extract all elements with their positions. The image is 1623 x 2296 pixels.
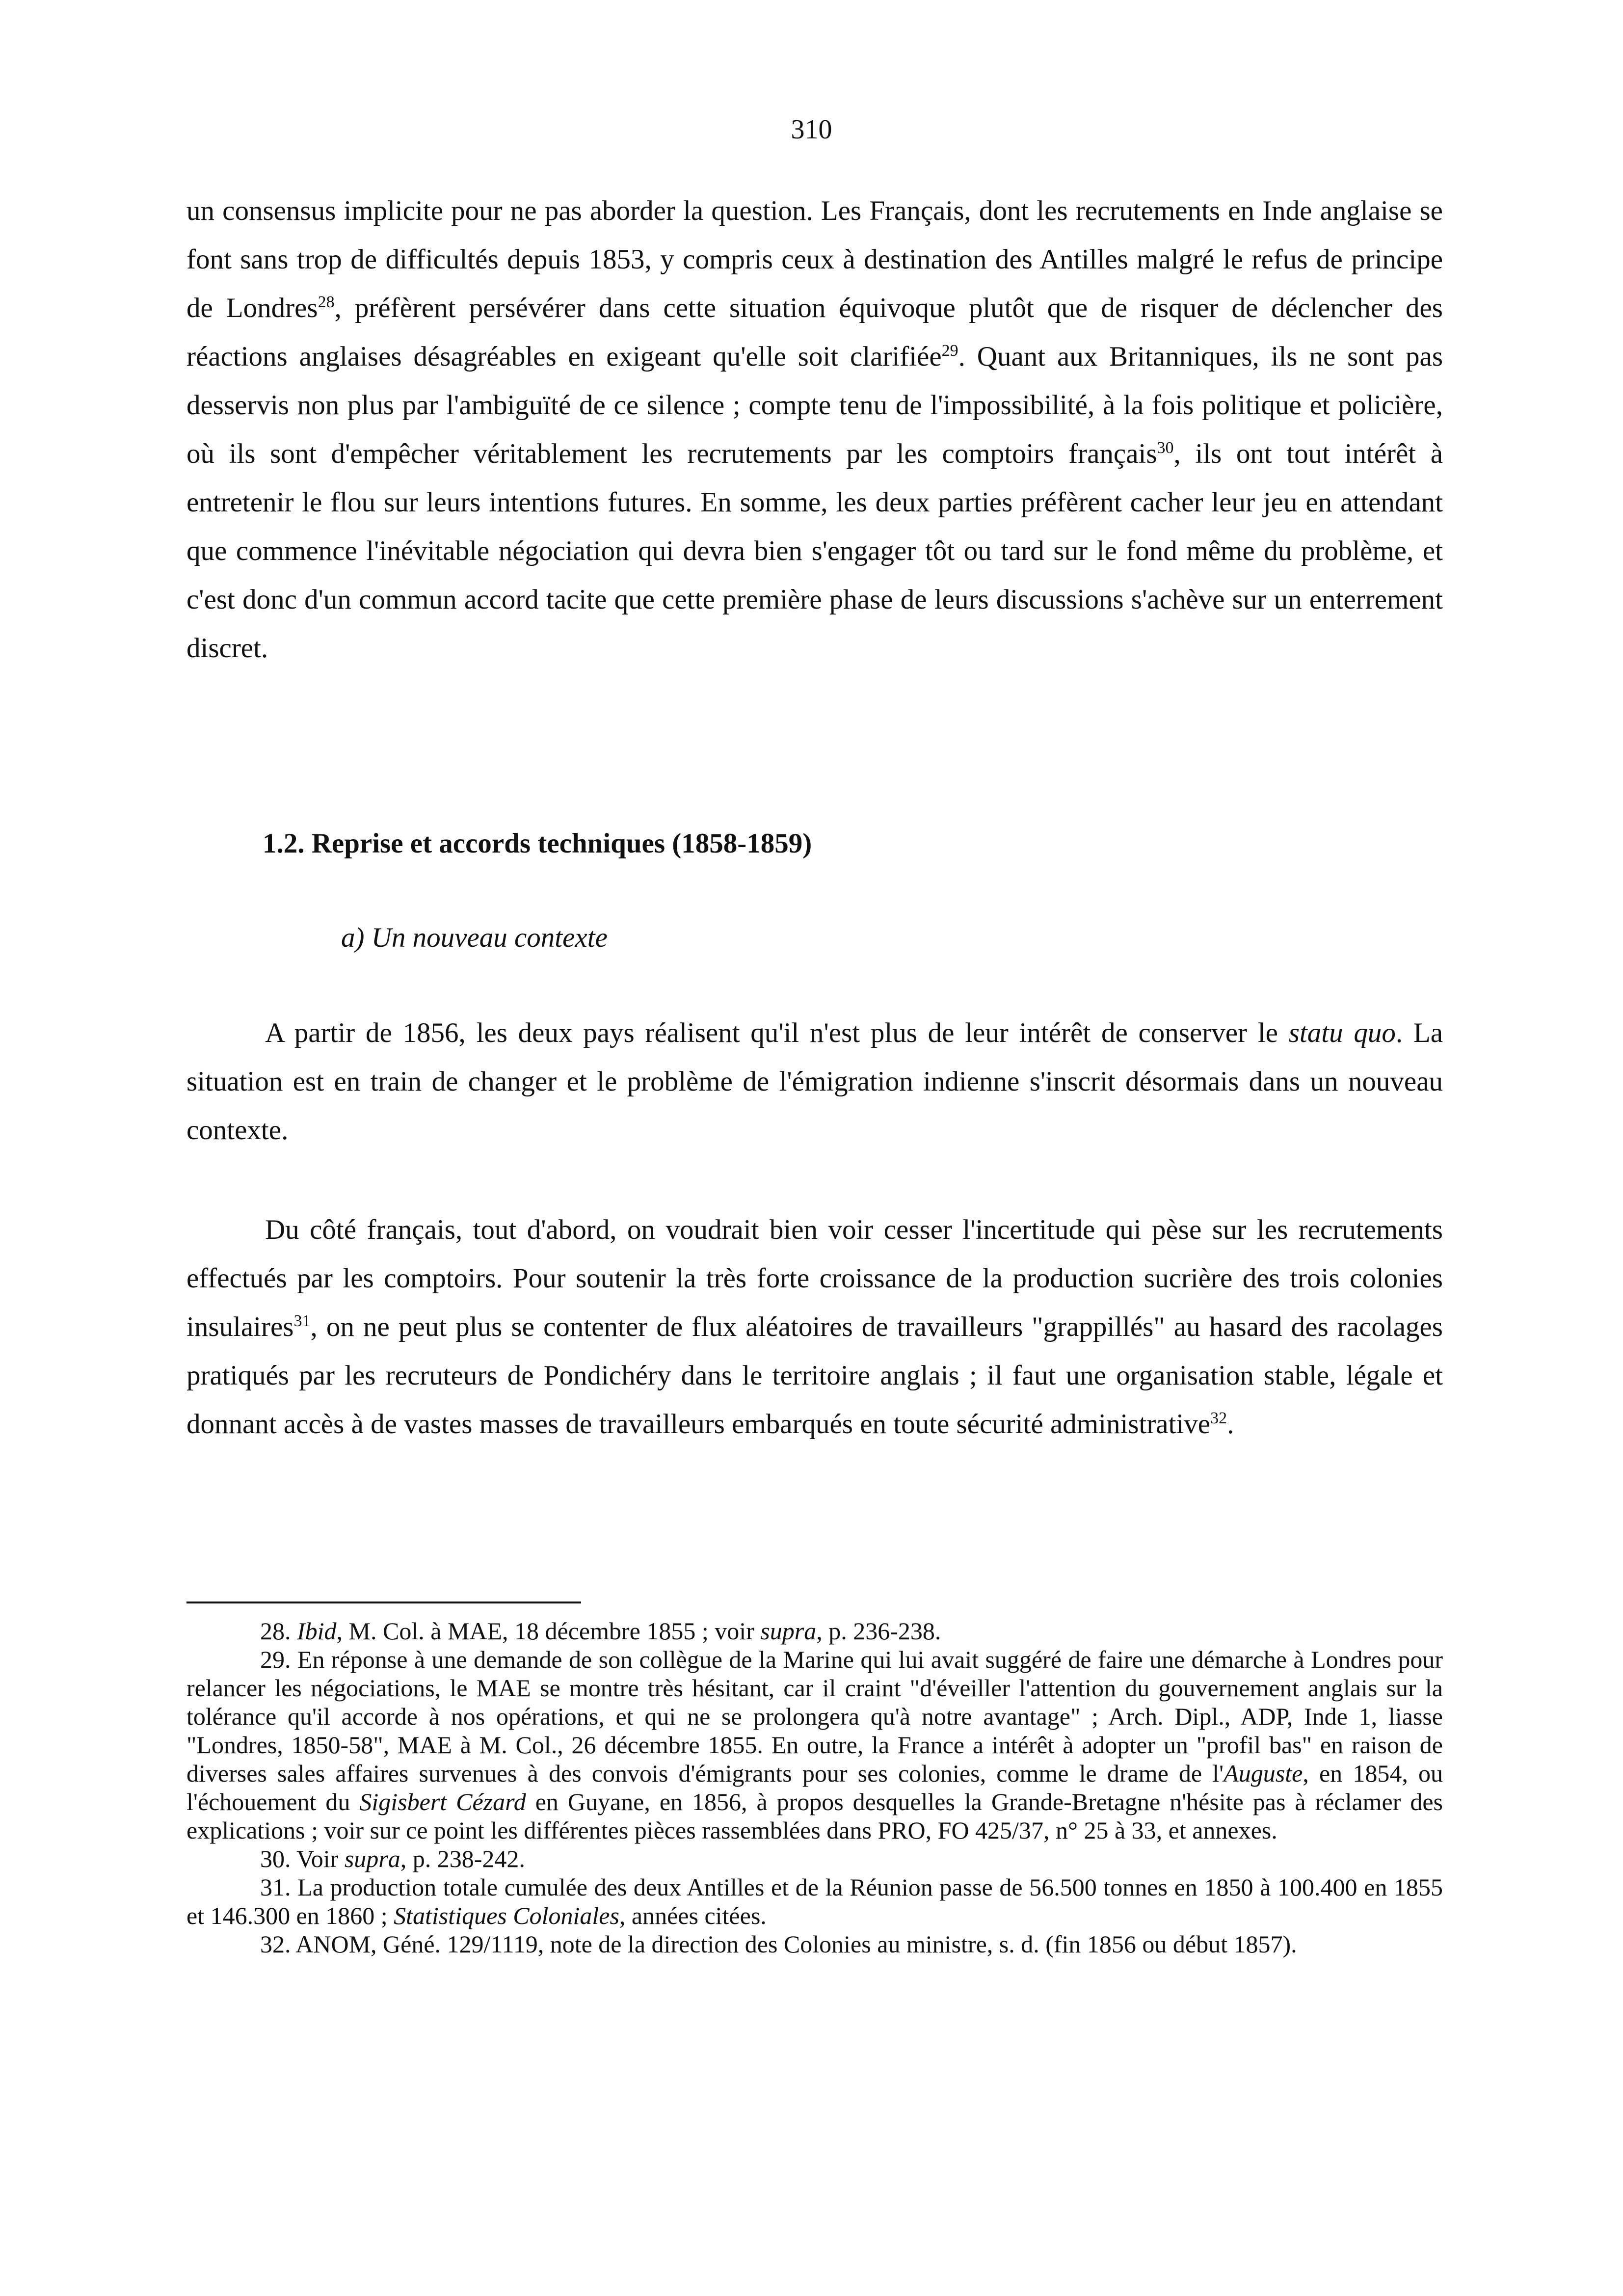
paragraph-text: , préfèrent persévérer dans cette situation équivoque plutôt que de risquer de déclencher des réactions anglaises désagréables en exigeant qu'elle soit clarifiée (186, 293, 1443, 372)
paragraph-text: . La situation est en train de changer et le problème de l'émigration indienne s'inscrit désormais dans un nouveau contexte. (186, 1017, 1443, 1146)
italic-term: statu quo (1288, 1017, 1396, 1048)
paragraph-cote-francais (186, 1205, 1443, 1448)
footnote-text: , p. 236-238. (816, 1617, 941, 1645)
footnote-ref-30[interactable]: 30 (1157, 439, 1174, 457)
italic-term: supra (344, 1845, 400, 1872)
paragraph-text: un consensus implicite pour ne pas aborder la question. Les Français, dont les recrutements en Inde anglaise se font sans trop de difficultés depuis 1853, y compris ceux à destination des Antilles malgré le refus de principe de Londres (186, 195, 1443, 323)
text-block (186, 1009, 1443, 1154)
footnote-text: 29. En réponse à une demande de son collègue de la Marine qui lui avait suggéré de faire une démarche à Londres pour relancer les négociations, le MAE se montre très hésitant, car il craint "d'éveiller l'attention du gouvernement anglais sur la tolérance qu'il accorde à nos opérations, et qui ne se prolongera qu'à notre avantage" ; Arch. Dipl., ADP, Inde 1, liasse "Londres, 1850-58", MAE à M. Col., 26 décembre 1855. En outre, la France a intérêt à adopter un "profil bas" en raison de diverses sales affaires survenues à des convois d'émigrants pour ses colonies, comme le drame de l' (186, 1646, 1443, 1787)
paragraph-text: . Quant aux Britanniques, ils ne sont pas desservis non plus par l'ambiguïté de ce silence ; compte tenu de l'impossibilité, à la fois politique et policière, où ils sont d'empêcher véritablement les recrutements par les comptoirs français (186, 341, 1443, 469)
footnote-ref-29[interactable]: 29 (941, 342, 958, 360)
footnote-ref-28[interactable]: 28 (318, 293, 335, 311)
footnote-32 (186, 1930, 1443, 1958)
paragraph-text: . (1227, 1409, 1234, 1440)
footnote-text: en Guyane, en 1856, à propos desquelles la Grande-Bretagne n'hésite pas à réclamer des explications ; voir sur ce point les différentes pièces rassemblées dans PRO, FO 425/37, n° 25 à 33, et annexes. (186, 1788, 1443, 1844)
italic-term: Auguste (1224, 1760, 1303, 1787)
footnote-ref-32[interactable]: 32 (1210, 1409, 1227, 1427)
footnote-28 (186, 1617, 1443, 1645)
footnote-text: 32. ANOM, Géné. 129/1119, note de la direction des Colonies au ministre, s. d. (fin 1856 ou début 1857). (260, 1930, 1297, 1958)
footnote-text: 28. (260, 1617, 297, 1645)
paragraph-nouveau-contexte (186, 1009, 1443, 1154)
main-text (186, 187, 1443, 672)
footnote-text: 30. Voir (260, 1845, 345, 1872)
italic-term: supra (760, 1617, 817, 1645)
footnotes (186, 1617, 1443, 1958)
italic-term: Ibid (297, 1617, 337, 1645)
italic-term: Statistiques Coloniales (394, 1902, 619, 1929)
footnote-29 (186, 1645, 1443, 1844)
paragraph-text: , ils ont tout intérêt à entretenir le flou sur leurs intentions futures. En somme, les deux parties préfèrent cacher leur jeu en attendant que commence l'inévitable négociation qui devra bien s'engager tôt ou tard sur le fond même du problème, et c'est donc d'un commun accord tacite que cette première phase de leurs discussions s'achève sur un enterrement discret. (186, 438, 1443, 664)
footnote-31 (186, 1873, 1443, 1930)
footnote-separator (186, 1602, 581, 1603)
footnote-text: , p. 238-242. (400, 1845, 525, 1872)
paragraph-text: A partir de 1856, les deux pays réalisent qu'il n'est plus de leur intérêt de conserver le (265, 1017, 1289, 1048)
footnote-text: , M. Col. à MAE, 18 décembre 1855 ; voir (336, 1617, 761, 1645)
footnote-text: 31. La production totale cumulée des deux Antilles et de la Réunion passe de 56.500 tonnes en 1850 à 100.400 en 1855 et 146.300 en 1860 ; (186, 1873, 1443, 1929)
section-heading: 1.2. Reprise et accords techniques (1858-1859) (263, 828, 812, 859)
footnote-text: , années citées. (619, 1902, 767, 1929)
paragraph-consensus (186, 187, 1443, 672)
page-number: 310 (791, 114, 832, 145)
footnote-30 (186, 1844, 1443, 1873)
footnote-ref-31[interactable]: 31 (293, 1312, 311, 1330)
paragraph-text: Du côté français, tout d'abord, on voudrait bien voir cesser l'incertitude qui pèse sur les recrutements effectués par les comptoirs. Pour soutenir la très forte croissance de la production sucrière des trois colonies insulaires (186, 1214, 1443, 1342)
footnote-text: , en 1854, ou l'échouement du (186, 1760, 1443, 1815)
italic-term: Sigisbert Cézard (359, 1788, 526, 1815)
text-block (186, 1205, 1443, 1448)
subsection-heading: a) Un nouveau contexte (341, 922, 608, 953)
paragraph-text: , on ne peut plus se contenter de flux aléatoires de travailleurs "grappillés" au hasard des racolages pratiqués par les recruteurs de Pondichéry dans le territoire anglais ; il faut une organisation stable, légale et donnant accès à de vastes masses de travailleurs embarqués en toute sécurité administrative (186, 1311, 1443, 1440)
